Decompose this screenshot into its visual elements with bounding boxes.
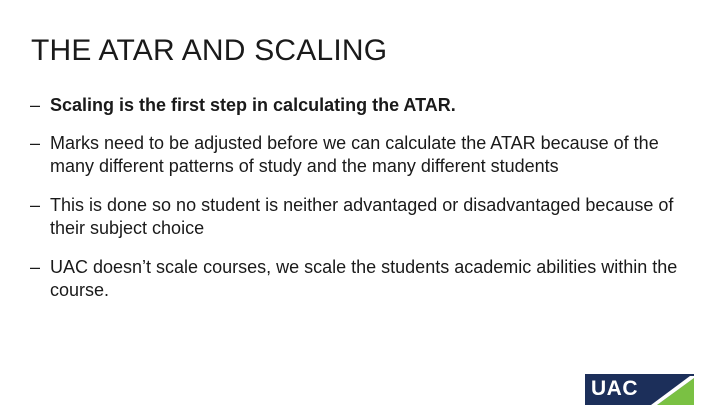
- bullet-item: [30, 132, 700, 178]
- bullet-item: [30, 194, 700, 240]
- bullet-text: This is done so no student is neither advantaged or disadvantaged because of their subject choice: [50, 195, 674, 238]
- bullet-dash: –: [30, 257, 41, 277]
- uac-logo: [585, 374, 694, 405]
- bullet-item: [30, 94, 700, 117]
- bullet-dash: –: [30, 195, 41, 215]
- bullet-dash: –: [30, 133, 41, 153]
- bullet-text: Marks need to be adjusted before we can calculate the ATAR because of the many different patterns of study and the many different students: [50, 133, 659, 176]
- bullet-list: [30, 94, 700, 318]
- bullet-text: Scaling is the first step in calculating the ATAR.: [50, 95, 456, 115]
- bullet-item: [30, 256, 700, 302]
- bullet-text: UAC doesn’t scale courses, we scale the students academic abilities within the course.: [50, 257, 678, 300]
- logo-text: UAC: [591, 377, 638, 400]
- bullet-dash: –: [30, 95, 41, 115]
- slide-title: THE ATAR AND SCALING: [31, 34, 388, 67]
